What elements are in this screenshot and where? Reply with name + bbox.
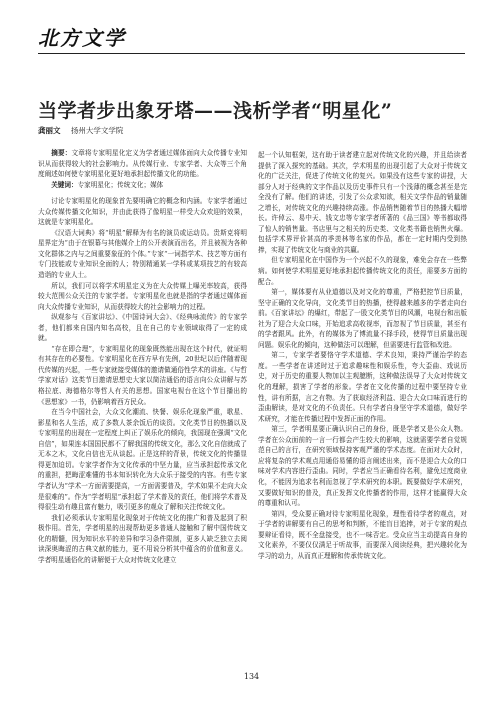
keywords-label: 关键词：	[51, 180, 78, 189]
body-paragraph: 第二，专家学者要恪守学术道德、学术良知，秉持严谨治学的态度。一些学者在讲述时过于追求趣味性和娱乐性，夸大歪曲、戏说历史，对于历史的重要人物加以主观臆断，这种做法误导了大众对传统文化的理解，损害了学者的形象。学者在文化传播的过程中要坚持专业性，讲有所据，言之有物。为了获取经济利益、迎合大众口味而进行的歪曲解读，是对文化的不负责任。只有学者自身坚守学术道德，做好学术研究，才能在传播过程中发挥正面的作用。	[258, 351, 467, 423]
abstract-text: 文章将专家明星化定义为学者通过媒体面向大众传播专业知识从而获得较大的社会影响力。从传媒行业、专家学者、大众等三个角度阐述如何使专家明星化更好地承担起传播文化的功能。	[38, 149, 248, 179]
page-number: 134	[243, 672, 260, 681]
keywords	[38, 180, 247, 191]
abstract-label: 摘要：	[51, 149, 72, 157]
body-paragraph: 在当今中国社会，大众文化潮流、快餐、娱乐化现象严重，歌星、影星和名人生活，成了多数人茶余饭后的谈资。文化类节目的热播以及专家明星的出现在一定程度上纠正了娱乐化的倾向，我国现在强调“文化自信”，如果连本国国民都不了解我国的传统文化，那么文化自信就成了无本之木，文化自信也无从谈起。正是这样的背景，传统文化的传播显得更加迫切。专家学者作为文化传承的中坚力量，应当承担起传承文化的重担，把晦涩难懂的书本知识转化为大众乐于接受的内容。有些专家学者认为“学术一方面需要提高，一方面需要普及，学术如果不走向大众是很难的”。作为“学者明星”承担起了学术普及的责任，他们将学术普及得很生动有趣且富有魅力，吸引更多的观众了解和关注传统文化。	[38, 408, 247, 512]
body-paragraph: 纵观参与《百家讲坛》、《中国诗词大会》、《经典咏流传》的专家学者，他们都来自国内知名高校，且在自己的专业领域取得了一定的成就。	[38, 313, 247, 343]
right-column	[258, 150, 467, 561]
left-column	[38, 148, 247, 565]
article-title: 当学者步出象牙塔——浅析学者“明星化”	[38, 100, 393, 122]
journal-header	[38, 22, 465, 56]
body-paragraph: 但专家明星化在中国作为一个兴起不久的现象，难免会存在一些弊病。如何使学术明星更好地承担起传播传统文化的责任，需要多方面的配合。	[258, 256, 467, 286]
author-affiliation: 扬州大学文学院	[70, 126, 124, 135]
keywords-text: 专家明星化；传统文化；媒体	[77, 180, 164, 189]
byline	[38, 125, 123, 136]
body-paragraph: 我们必须承认专家明星化现象对于传统文化的推广和普及起到了积极作用。首先，学者明星的出现帮助更多普通人接触和了解中国传统文化的精髓，因为知识水平的差异和学习条件限制，更多人缺乏独立去阅读深奥晦涩的古典文献的能力，更不用说分析其中蕴含的价值和意义。学者明星通俗化的讲解便于大众对传统文化建立	[38, 513, 247, 564]
abstract	[38, 148, 247, 180]
journal-title: 北方文学	[38, 26, 126, 50]
body-paragraph: 讨论专家明星化的现象首先要明确它的概念和内涵。专家学者通过大众传媒传播文化知识，并由此获得了像明星一样受大众欢迎的效果，这就是专家明星化。	[38, 197, 247, 227]
body-paragraph: 第四，受众要正确对待专家明星化现象，理性看待学者的观点，对于学者的讲解要有自己的思考和判断，不能盲目追捧，对于专家的观点要辩证看待，既不全盘接受，也不一味否定。受众应当主动提高自身的文化素养，不要仅仅满足于听故事，而要深入阅读经典，把兴趣转化为学习的动力，从而真正理解和传承传统文化。	[258, 509, 467, 560]
body-paragraph: 起一个认知框架，这有助于读者建立起对传统文化的兴趣，并且给读者提供了深入探究的基础。其次，学术明星的出现引起了大众对于传统文化的广泛关注，促进了传统文化的复兴。如果没有这些专家的讲授，大部分人对于经典的文字作品以及历史事件只有一个浅薄的概念甚至是完全没有了解。他们的讲述，引发了公众求知欲，相关文学作品的销量随之增长，对传统文化的兴趣持续高涨。作品销售随着节目的热播大幅增长。许倬云、易中天、钱文忠等专家学者所著的《品三国》等书都取得了惊人的销售量。书店里与之相关的历史类、文化类书籍也销售火爆。包括学术界评价甚高的季羡林等名家的作品，都在一定时期内受到热捧，实现了传统文化与商业的共赢。	[258, 151, 467, 254]
body-paragraph: 第三，学者明星要正确认识自己的身份，既是学者又是公众人物。学者在公众面前的一言一行都会产生较大的影响，这就需要学者自觉规范自己的言行，在研究领域保持客观严谨的学术态度。在面对大众时，应将复杂的学术观点用通俗易懂的语言阐述出来，而不是迎合大众的口味对学术内容进行歪曲。同时，学者应当正确看待名利，避免过度商业化，不能因为追求名利而忽视了学术研究的本职。既要做好学术研究，又要做好知识的普及，真正发挥文化传播者的作用，这样才能赢得大众的尊重和认可。	[258, 425, 467, 508]
body-paragraph: 第一，媒体要有从业道德以及对文化的尊重，严格把控节目质量，坚守正确的文化导向，文化类节目的热播，使得越来越多的学者走向台前。《百家讲坛》的爆红，带起了一股文化类节目的风潮，电视台和出版社为了迎合大众口味，开始追求高收视率，而忽视了节目质量，甚至有的学者跟风。此外，有的媒体为了博流量不择手段，使得节目质量出现问题。娱乐化的倾向，这种做法可以理解，但需要进行监管和改进。	[258, 288, 467, 349]
body-paragraph: 所以，我们可以将学术明星定义为在大众传媒上曝光率较高，获得较大范围公众关注的专家学者。专家明星化也就是指的学者通过媒体面向大众传播专业知识，从而获得较大的社会影响力的过程。	[38, 281, 247, 311]
body-paragraph: 《汉语大词典》将“明星”解释为有名的演员或运动员。贵斯克将明星界定为“由于在银幕与其他媒介上的公开表演而出名，并且被视为各种文化群体之内与之间重要象征的个体。”专家“一词指学术、技艺等方面有专门技能或专业知识全面的人；特别精通某一学科或某项技艺的有较高造诣的专业人士。	[38, 228, 247, 280]
header-rule	[38, 53, 465, 54]
author-name: 龚丽文	[38, 126, 61, 135]
body-paragraph: “存在即合理”，专家明星化的现象既然能出现在这个时代，就证明有其存在的必要性。专家明星化在西方早有先例，20世纪以后伴随着现代传媒的兴起，一些专家就接受媒体的邀请做通俗性学术的讲座。《与哲学家对话》这类节目邀请思想史大家以简洁通俗的语言向公众讲解与苏格拉底、海德格尔等哲人有关的思想。国家电视台在这个节目播出的《思想家》一书，仍影响着西方民众。	[38, 344, 247, 406]
